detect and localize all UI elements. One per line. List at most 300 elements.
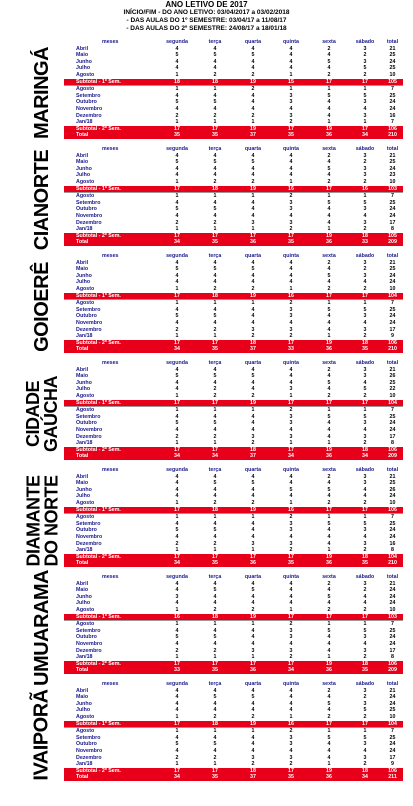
row-label: Novembro <box>76 105 103 112</box>
cell-value: 3 <box>289 306 293 313</box>
cell-value: 4 <box>289 319 293 326</box>
row-label: Agosto <box>64 86 158 93</box>
cell-value: 5 <box>213 527 217 534</box>
cell-value: 9 <box>391 761 394 768</box>
cell-value: 4 <box>363 747 367 754</box>
cell-value: 4 <box>213 366 217 373</box>
cell-value: 1 <box>234 514 272 521</box>
cell-value: 209 <box>382 453 403 460</box>
cell-value: 8 <box>391 654 394 661</box>
calendar-table <box>64 681 403 781</box>
column-header: sábado <box>355 360 375 366</box>
row-label: Agosto <box>76 285 95 292</box>
table-row <box>64 634 403 641</box>
table-row <box>64 307 403 314</box>
column-header: terça <box>208 467 222 473</box>
cell-value: 4 <box>251 92 255 99</box>
table-header-row <box>64 253 403 260</box>
row-label: Jan/18 <box>76 654 93 661</box>
cell-value: 3 <box>363 219 367 226</box>
cell-value: 106 <box>382 126 403 133</box>
cell-value: 210 <box>382 560 403 567</box>
row-label: Agosto <box>64 728 158 735</box>
cell-value: 36 <box>310 560 348 567</box>
cell-value: 24 <box>389 593 396 600</box>
cell-value: 18 <box>348 661 382 668</box>
cell-value: 17 <box>348 79 382 86</box>
cell-value: 4 <box>251 199 255 206</box>
subtotal-row <box>64 447 403 454</box>
table-row <box>64 407 403 414</box>
cell-value: 4 <box>327 52 331 59</box>
cell-value: 17 <box>310 400 348 407</box>
cell-value: 2 <box>289 119 293 126</box>
cell-value: 4 <box>175 694 179 701</box>
cell-value: 1 <box>310 300 348 307</box>
cell-value: 5 <box>363 627 367 634</box>
column-header: terça <box>208 574 222 580</box>
cell-value: 4 <box>327 600 331 607</box>
cell-value: 10 <box>389 285 396 292</box>
cell-value: 4 <box>175 473 179 480</box>
subtotal-row <box>64 132 403 139</box>
row-label: Abril <box>76 687 89 694</box>
cell-value: 7 <box>382 514 403 521</box>
cell-value: 17 <box>234 661 272 668</box>
row-label: Dezembro <box>76 754 102 761</box>
cell-value: 4 <box>363 593 367 600</box>
table-row <box>64 547 403 554</box>
row-label: Dezembro <box>76 540 102 547</box>
cell-value: 19 <box>234 400 272 407</box>
cell-value: 5 <box>213 587 217 594</box>
column-header: segunda <box>166 39 188 45</box>
cell-value: 24 <box>389 420 396 427</box>
cell-value: 33 <box>272 346 310 353</box>
cell-value: 2 <box>289 654 293 661</box>
cell-value: 4 <box>251 212 255 219</box>
cell-value: 17 <box>196 340 234 347</box>
cell-value: 4 <box>327 747 331 754</box>
row-label: Abril <box>76 366 89 373</box>
cell-value: 4 <box>289 593 293 600</box>
cell-value: 22 <box>389 386 396 393</box>
cell-value: 4 <box>213 105 217 112</box>
cell-value: 18 <box>196 186 234 193</box>
cell-value: 3 <box>363 527 367 534</box>
cell-value: 24 <box>389 319 396 326</box>
cell-value: 16 <box>389 540 396 547</box>
cell-value: 4 <box>251 306 255 313</box>
table-row <box>64 106 403 113</box>
table-row <box>64 220 403 227</box>
cell-value: 35 <box>158 132 196 139</box>
cell-value: 4 <box>289 373 293 380</box>
cell-value: 4 <box>175 366 179 373</box>
cell-value: 4 <box>289 707 293 714</box>
cell-value: 2 <box>272 728 310 735</box>
subtotal-row <box>64 453 403 460</box>
campus-name: UMUARAMA <box>31 569 54 686</box>
cell-value: 3 <box>363 700 367 707</box>
second-semester-dates: - DAS AULAS DO 2º SEMESTRE: 24/08/17 a 18/01/18 <box>126 25 287 32</box>
row-label: Outubro <box>76 420 97 427</box>
subtotal-row <box>64 560 403 567</box>
cell-value: 4 <box>213 306 217 313</box>
column-header: sábado <box>355 467 375 473</box>
campus-name-box <box>22 253 62 360</box>
cell-value: 4 <box>213 65 217 72</box>
cell-value: 5 <box>251 52 255 59</box>
cell-value: 106 <box>382 507 403 514</box>
cell-value: 4 <box>213 272 217 279</box>
cell-value: 4 <box>175 734 179 741</box>
cell-value: 24 <box>389 493 396 500</box>
row-label: Agosto <box>64 407 158 414</box>
table-row <box>64 487 403 494</box>
cell-value: 10 <box>389 392 396 399</box>
cell-value: 1 <box>348 514 382 521</box>
cell-value: 17 <box>389 219 396 226</box>
cell-value: 3 <box>363 165 367 172</box>
cell-value: 34 <box>348 774 382 781</box>
cell-value: 17 <box>158 661 196 668</box>
column-header: sábado <box>355 253 375 259</box>
table-header-row <box>64 681 403 688</box>
cell-value: 4 <box>251 527 255 534</box>
cell-value: 18 <box>348 554 382 561</box>
cell-value: 4 <box>251 486 255 493</box>
cell-value: 10 <box>389 71 396 78</box>
cell-value: 2 <box>363 654 367 661</box>
row-label: Subtotal - 1º Sem. <box>64 507 158 514</box>
cell-value: 4 <box>289 480 293 487</box>
cell-value: 5 <box>213 159 217 166</box>
cell-value: 4 <box>175 379 179 386</box>
column-header: sexta <box>322 681 336 687</box>
cell-value: 1 <box>158 300 196 307</box>
table-row <box>64 333 403 340</box>
cell-value: 35 <box>196 132 234 139</box>
cell-value: 2 <box>175 326 179 333</box>
cell-value: 4 <box>213 259 217 266</box>
row-label: Subtotal - 1º Sem. <box>64 293 158 300</box>
cell-value: 1 <box>327 761 331 768</box>
cell-value: 26 <box>389 486 396 493</box>
row-label: Jan/18 <box>76 226 93 233</box>
campus-name: DIAMANTE DO NORTE <box>23 474 62 567</box>
row-label: Agosto <box>64 514 158 521</box>
document-header <box>0 0 413 39</box>
cell-value: 16 <box>272 186 310 193</box>
calendar-table <box>64 146 403 246</box>
row-label: Junho <box>76 58 92 65</box>
cell-value: 1 <box>348 728 382 735</box>
cell-value: 17 <box>272 614 310 621</box>
cell-value: 4 <box>327 587 331 594</box>
cell-value: 2 <box>327 473 331 480</box>
cell-value: 35 <box>272 132 310 139</box>
cell-value: 4 <box>175 92 179 99</box>
table-row <box>64 119 403 126</box>
cell-value: 24 <box>389 313 396 320</box>
cell-value: 4 <box>327 533 331 540</box>
cell-value: 34 <box>196 453 234 460</box>
cell-value: 1 <box>363 119 367 126</box>
column-header: total <box>386 467 399 473</box>
cell-value: 4 <box>175 199 179 206</box>
cell-value: 2 <box>363 159 367 166</box>
cell-value: 18 <box>196 721 234 728</box>
cell-value: 5 <box>213 694 217 701</box>
row-label: Total <box>64 239 158 246</box>
cell-value: 3 <box>251 647 255 654</box>
school-year-dates: INÍCIO/FIM - DO ANO LETIVO: 03/04/2017 a 03/02/2018 <box>123 9 290 16</box>
column-header: quinta <box>283 253 299 259</box>
cell-value: 24 <box>389 58 396 65</box>
cell-value: 1 <box>310 407 348 414</box>
cell-value: 4 <box>213 627 217 634</box>
cell-value: 4 <box>289 687 293 694</box>
cell-value: 4 <box>175 600 179 607</box>
cell-value: 4 <box>327 159 331 166</box>
cell-value: 2 <box>363 606 367 613</box>
cell-value: 24 <box>389 206 396 213</box>
cell-value: 4 <box>251 206 255 213</box>
cell-value: 3 <box>289 112 293 119</box>
cell-value: 21 <box>389 45 396 52</box>
cell-value: 2 <box>251 333 255 340</box>
row-label: Subtotal - 1º Sem. <box>64 186 158 193</box>
cell-value: 18 <box>196 614 234 621</box>
cell-value: 4 <box>175 747 179 754</box>
cell-value: 2 <box>213 326 217 333</box>
column-header: segunda <box>166 146 188 152</box>
row-label: Total <box>64 560 158 567</box>
cell-value: 5 <box>175 634 179 641</box>
cell-value: 2 <box>213 219 217 226</box>
cell-value: 2 <box>363 52 367 59</box>
campus-name: CIANORTE <box>31 149 54 250</box>
table-row <box>64 541 403 548</box>
cell-value: 17 <box>196 400 234 407</box>
cell-value: 4 <box>175 319 179 326</box>
cell-value: 4 <box>327 219 331 226</box>
cell-value: 24 <box>389 99 396 106</box>
row-label: Dezembro <box>76 112 102 119</box>
cell-value: 3 <box>289 199 293 206</box>
cell-value: 2 <box>175 433 179 440</box>
row-label: Outubro <box>76 527 97 534</box>
table-row <box>64 300 403 307</box>
cell-value: 4 <box>213 747 217 754</box>
cell-value: 1 <box>327 547 331 554</box>
cell-value: 17 <box>310 79 348 86</box>
cell-value: 2 <box>175 219 179 226</box>
cell-value: 1 <box>251 119 255 126</box>
cell-value: 7 <box>382 193 403 200</box>
table-row <box>64 320 403 327</box>
row-label: Agosto <box>76 713 95 720</box>
cell-value: 5 <box>289 486 293 493</box>
cell-value: 2 <box>234 86 272 93</box>
cell-value: 2 <box>289 226 293 233</box>
cell-value: 4 <box>289 105 293 112</box>
cell-value: 21 <box>389 687 396 694</box>
cell-value: 2 <box>213 71 217 78</box>
cell-value: 1 <box>175 713 179 720</box>
cell-value: 1 <box>289 392 293 399</box>
cell-value: 1 <box>251 226 255 233</box>
cell-value: 3 <box>363 433 367 440</box>
subtotal-row <box>64 186 403 193</box>
cell-value: 35 <box>272 239 310 246</box>
table-row <box>64 193 403 200</box>
row-label: Jan/18 <box>76 547 93 554</box>
cell-value: 1 <box>175 178 179 185</box>
cell-value: 4 <box>213 165 217 172</box>
column-header: sexta <box>322 253 336 259</box>
cell-value: 1 <box>289 285 293 292</box>
row-label: Novembro <box>76 319 103 326</box>
cell-value: 36 <box>234 239 272 246</box>
cell-value: 3 <box>289 527 293 534</box>
cell-value: 5 <box>175 266 179 273</box>
column-header: segunda <box>166 467 188 473</box>
cell-value: 18 <box>234 768 272 775</box>
cell-value: 5 <box>327 520 331 527</box>
cell-value: 4 <box>363 600 367 607</box>
cell-value: 16 <box>272 293 310 300</box>
cell-value: 25 <box>389 159 396 166</box>
table-row <box>64 434 403 441</box>
cell-value: 3 <box>289 520 293 527</box>
cell-value: 104 <box>382 293 403 300</box>
table-row <box>64 748 403 755</box>
cell-value: 4 <box>289 65 293 72</box>
table-row <box>64 59 403 66</box>
subtotal-row <box>64 768 403 775</box>
cell-value: 209 <box>382 667 403 674</box>
table-row <box>64 420 403 427</box>
row-label: Setembro <box>76 734 101 741</box>
cell-value: 5 <box>363 386 367 393</box>
cell-value: 35 <box>196 774 234 781</box>
column-header: total <box>386 146 399 152</box>
cell-value: 4 <box>251 634 255 641</box>
cell-value: 1 <box>196 300 234 307</box>
cell-value: 7 <box>391 119 394 126</box>
table-row <box>64 72 403 79</box>
cell-value: 17 <box>158 233 196 240</box>
row-label: Junho <box>76 593 92 600</box>
cell-value: 4 <box>327 741 331 748</box>
row-label: Total <box>64 346 158 353</box>
cell-value: 35 <box>272 560 310 567</box>
cell-value: 2 <box>272 300 310 307</box>
cell-value: 1 <box>289 440 293 447</box>
cell-value: 2 <box>213 647 217 654</box>
row-label: Outubro <box>76 206 97 213</box>
row-label: Junho <box>76 700 92 707</box>
cell-value: 105 <box>382 79 403 86</box>
table-row <box>64 594 403 601</box>
table-row <box>64 206 403 213</box>
cell-value: 4 <box>327 527 331 534</box>
subtotal-row <box>64 774 403 781</box>
cell-value: 36 <box>234 560 272 567</box>
cell-value: 36 <box>310 453 348 460</box>
cell-value: 4 <box>213 379 217 386</box>
row-label: Novembro <box>76 747 103 754</box>
cell-value: 1 <box>175 333 179 340</box>
cell-value: 1 <box>213 547 217 554</box>
column-header: meses <box>102 253 119 259</box>
cell-value: 25 <box>389 707 396 714</box>
cell-value: 24 <box>389 527 396 534</box>
cell-value: 4 <box>251 520 255 527</box>
campus-block <box>22 360 403 467</box>
cell-value: 3 <box>175 593 179 600</box>
cell-value: 1 <box>348 407 382 414</box>
cell-value: 4 <box>213 687 217 694</box>
cell-value: 3 <box>251 754 255 761</box>
cell-value: 36 <box>234 667 272 674</box>
cell-value: 4 <box>251 379 255 386</box>
calendar-table <box>64 253 403 353</box>
table-row <box>64 46 403 53</box>
table-row <box>64 707 403 714</box>
cell-value: 4 <box>175 486 179 493</box>
campus-block <box>22 467 403 574</box>
cell-value: 3 <box>363 754 367 761</box>
cell-value: 4 <box>363 105 367 112</box>
cell-value: 17 <box>348 614 382 621</box>
table-row <box>64 52 403 59</box>
cell-value: 18 <box>234 340 272 347</box>
cell-value: 4 <box>289 58 293 65</box>
cell-value: 5 <box>213 206 217 213</box>
cell-value: 4 <box>213 58 217 65</box>
cell-value: 2 <box>213 606 217 613</box>
cell-value: 19 <box>310 340 348 347</box>
cell-value: 19 <box>310 661 348 668</box>
cell-value: 19 <box>234 721 272 728</box>
cell-value: 5 <box>363 306 367 313</box>
cell-value: 24 <box>389 272 396 279</box>
cell-value: 4 <box>175 45 179 52</box>
cell-value: 2 <box>213 433 217 440</box>
table-row <box>64 313 403 320</box>
cell-value: 4 <box>327 433 331 440</box>
cell-value: 19 <box>310 768 348 775</box>
cell-value: 34 <box>158 239 196 246</box>
row-label: Subtotal - 1º Sem. <box>64 614 158 621</box>
cell-value: 4 <box>251 272 255 279</box>
cell-value: 3 <box>363 647 367 654</box>
column-header: terça <box>208 253 222 259</box>
cell-value: 3 <box>363 272 367 279</box>
cell-value: 4 <box>363 486 367 493</box>
table-row <box>64 654 403 661</box>
table-row <box>64 65 403 72</box>
cell-value: 4 <box>289 700 293 707</box>
cell-value: 4 <box>213 212 217 219</box>
cell-value: 19 <box>310 554 348 561</box>
cell-value: 25 <box>389 306 396 313</box>
campus-name-box <box>22 681 62 788</box>
table-row <box>64 166 403 173</box>
